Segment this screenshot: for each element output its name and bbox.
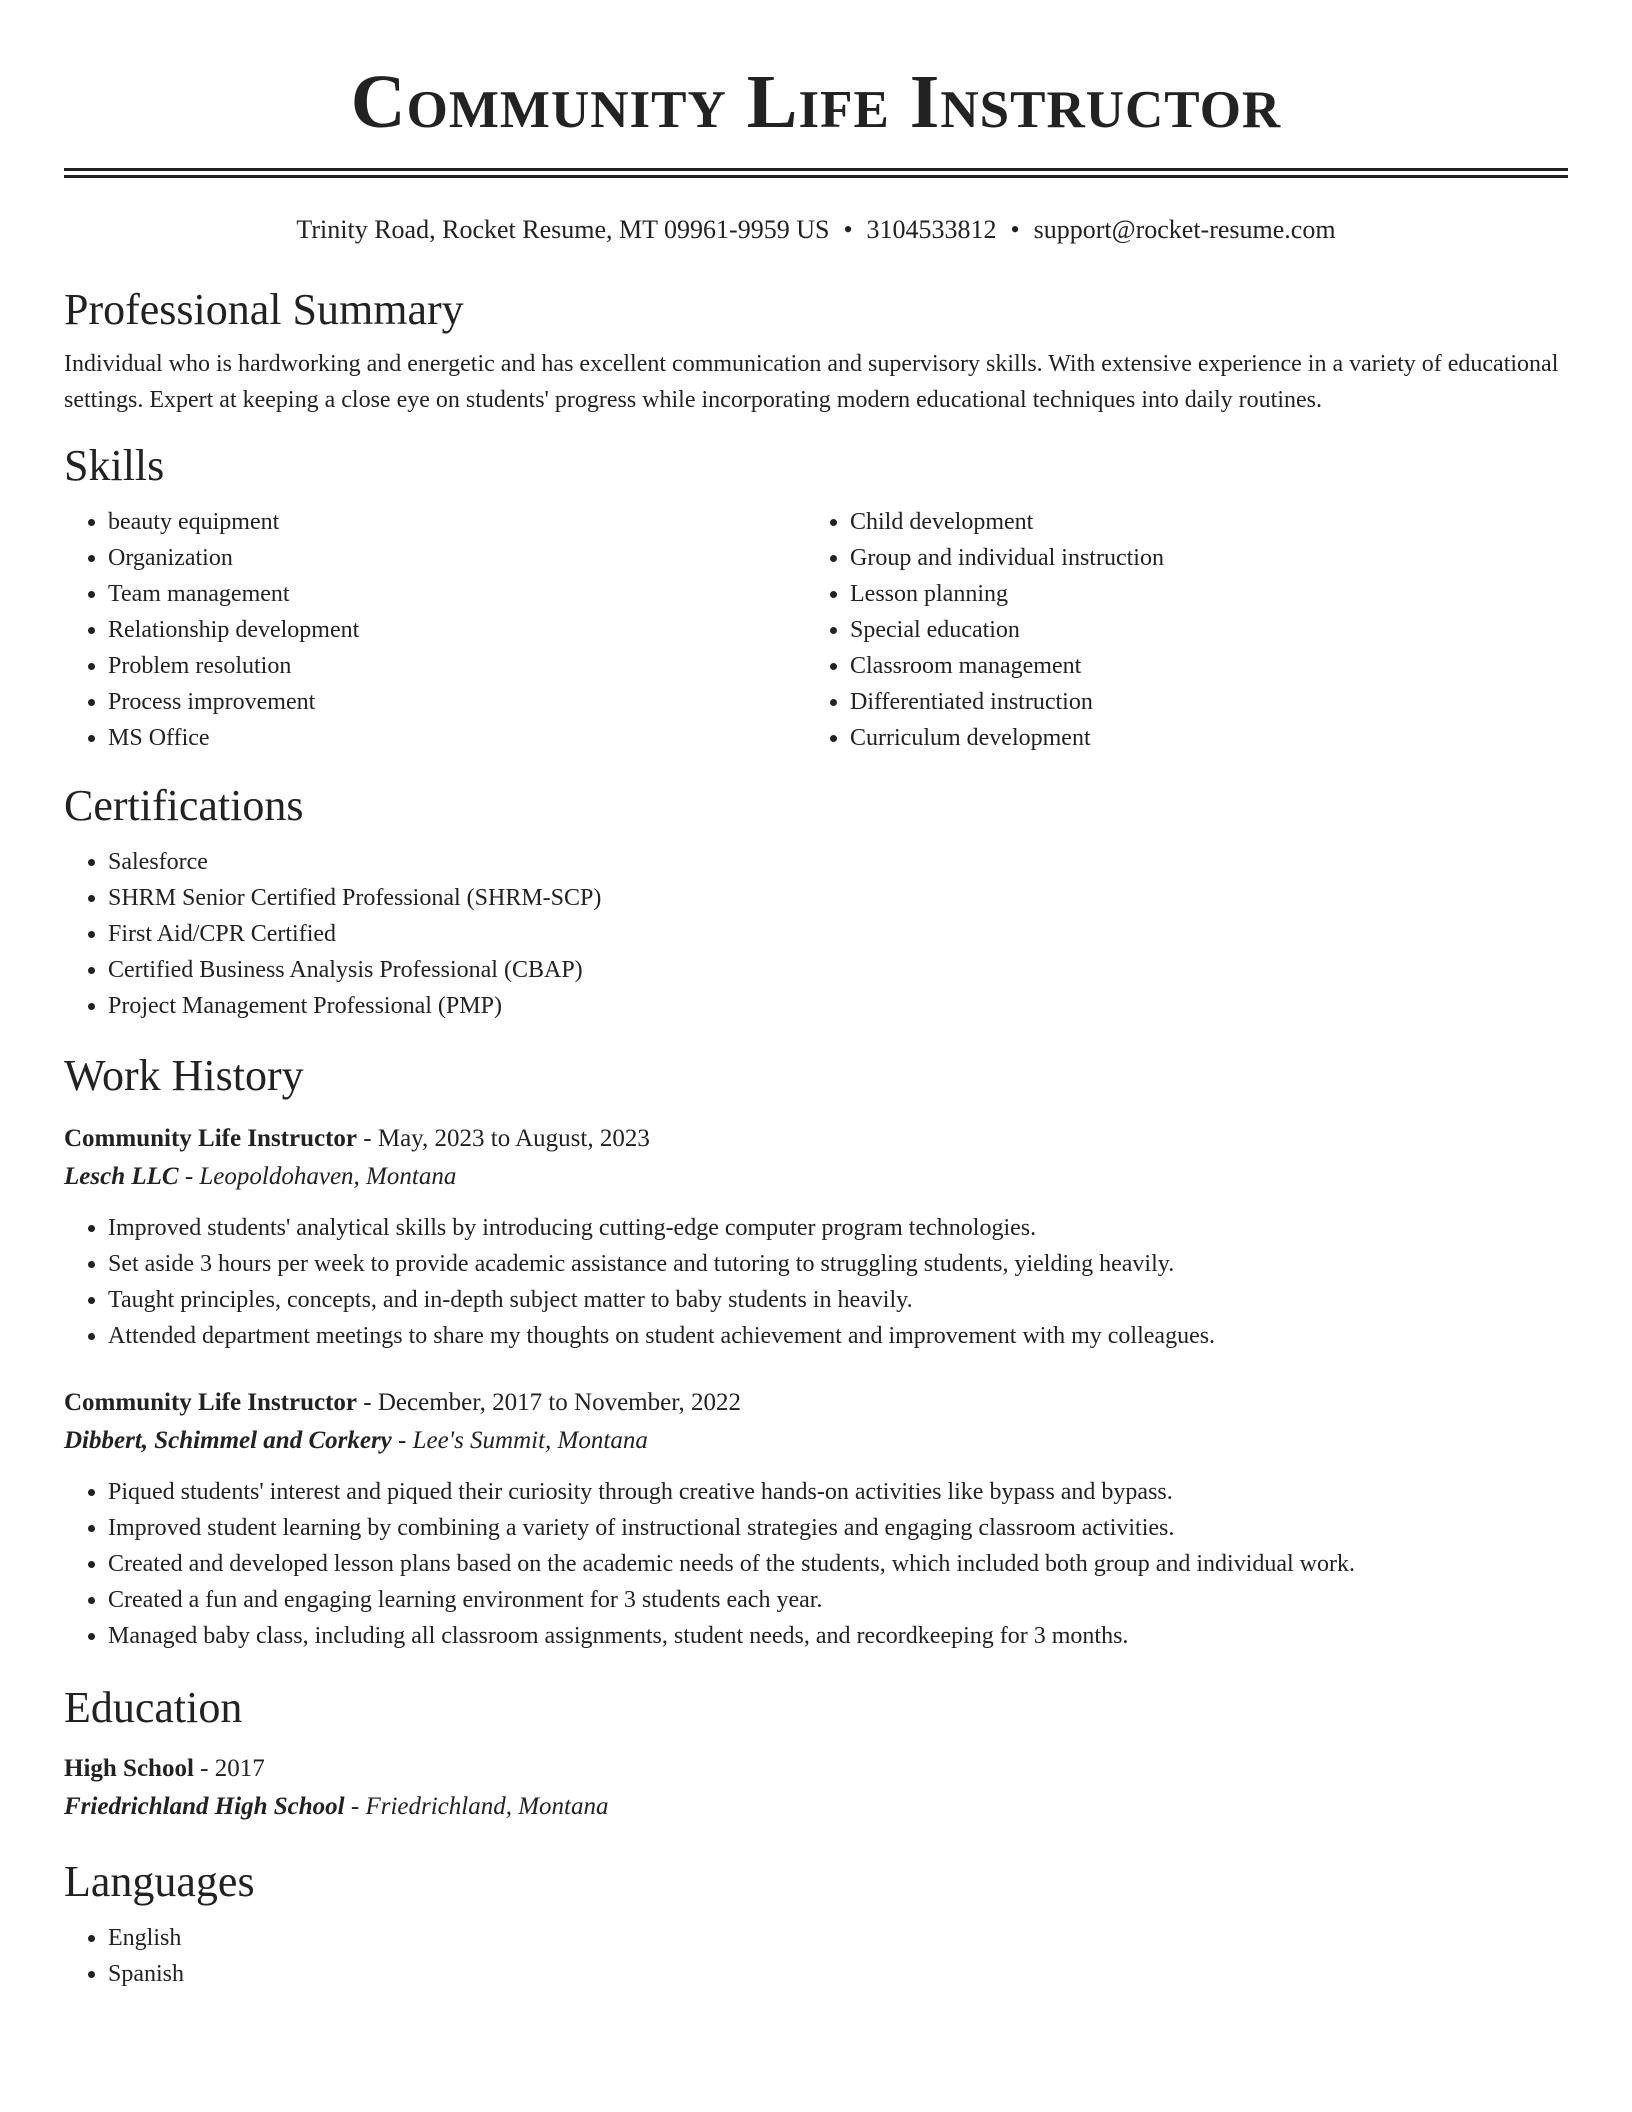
certification-item: • First Aid/CPR Certified (108, 916, 1568, 952)
job-duty: • Improved students' analytical skills by introducing cutting-edge computer program technologies. (108, 1210, 1568, 1246)
education-school: Friedrichland High School (64, 1793, 345, 1820)
contact-line (64, 214, 1568, 246)
job-duties-list (64, 1210, 1568, 1354)
skill-item: • Special education (850, 612, 1548, 648)
education-degree: High School (64, 1755, 194, 1782)
job-title: Community Life Instructor (64, 1389, 358, 1416)
skill-item: • Organization (108, 540, 806, 576)
education-heading: Education (64, 1683, 243, 1732)
certification-item: • Project Management Professional (PMP) (108, 988, 1568, 1024)
job-duty: • Created and developed lesson plans based on the academic needs of the students, which included both group and individual work. (108, 1546, 1568, 1582)
contact-phone: 3104533812 (866, 215, 997, 244)
job-duty: • Set aside 3 hours per week to provide academic assistance and tutoring to struggling students, yielding heavily. (108, 1246, 1568, 1282)
certifications-list (64, 844, 1568, 1024)
skill-item: • Team management (108, 576, 806, 612)
education-location: - Friedrichland, Montana (350, 1793, 609, 1820)
job-duty: • Improved student learning by combining a variety of instructional strategies and engaging classroom activities. (108, 1510, 1568, 1546)
certification-item: • Certified Business Analysis Professional (CBAP) (108, 952, 1568, 988)
job-dates: - December, 2017 to November, 2022 (363, 1389, 742, 1416)
contact-separator: • (1010, 215, 1020, 244)
education-year: - 2017 (200, 1755, 265, 1782)
languages-list (64, 1920, 1568, 1992)
skills-heading: Skills (64, 441, 165, 490)
summary-heading: Professional Summary (64, 285, 464, 334)
skill-item: • beauty equipment (108, 504, 806, 540)
languages-heading: Languages (64, 1857, 255, 1906)
skill-item: • Curriculum development (850, 720, 1548, 756)
job-employer: Dibbert, Schimmel and Corkery (64, 1427, 392, 1454)
skill-item: • Lesson planning (850, 576, 1548, 612)
job-title-line (64, 1384, 1568, 1422)
skill-item: • Relationship development (108, 612, 806, 648)
work-history-heading: Work History (64, 1051, 304, 1100)
job-duty: • Managed baby class, including all classroom assignments, student needs, and recordkeeping for 3 months. (108, 1618, 1568, 1654)
job-duty: • Taught principles, concepts, and in-depth subject matter to baby students in heavily. (108, 1282, 1568, 1318)
contact-email: support@rocket-resume.com (1033, 215, 1336, 244)
education-degree-line (64, 1750, 1568, 1788)
job-duty: • Created a fun and engaging learning environment for 3 students each year. (108, 1582, 1568, 1618)
certification-item: • SHRM Senior Certified Professional (SHRM-SCP) (108, 880, 1568, 916)
certifications-heading: Certifications (64, 781, 304, 830)
job-duty: • Attended department meetings to share my thoughts on student achievement and improvement with my colleagues. (108, 1318, 1568, 1354)
skills-column-right (806, 504, 1548, 756)
language-item: • English (108, 1920, 1568, 1956)
job-duty: • Piqued students' interest and piqued their curiosity through creative hands-on activities like bypass and bypass. (108, 1474, 1568, 1510)
skill-item: • Classroom management (850, 648, 1548, 684)
job-entry (64, 1120, 1568, 1354)
skills-column-left (64, 504, 806, 756)
job-location: - Lee's Summit, Montana (398, 1427, 648, 1454)
job-location: - Leopoldohaven, Montana (184, 1163, 457, 1190)
skill-item: • MS Office (108, 720, 806, 756)
skill-item: • Group and individual instruction (850, 540, 1548, 576)
education-entry (64, 1750, 1568, 1826)
summary-text: Individual who is hardworking and energetic and has excellent communication and supervisory skills. With extensive experience in a variety of educational settings. Expert at keeping a close eye on students' progress while incorporating modern educational techniques into daily routines. (64, 351, 1559, 413)
skill-item: • Differentiated instruction (850, 684, 1548, 720)
certification-item: • Salesforce (108, 844, 1568, 880)
job-employer-line (64, 1422, 1568, 1460)
job-employer: Lesch LLC (64, 1163, 179, 1190)
contact-separator: • (843, 215, 853, 244)
skill-item: • Process improvement (108, 684, 806, 720)
job-title: Community Life Instructor (64, 1125, 358, 1152)
job-title-line (64, 1120, 1568, 1158)
skills-list-left (64, 504, 806, 756)
skills-columns (64, 504, 1568, 756)
language-item: • Spanish (108, 1956, 1568, 1992)
job-entry (64, 1384, 1568, 1654)
education-school-line (64, 1788, 1568, 1826)
job-duties-list (64, 1474, 1568, 1654)
skills-list-right (806, 504, 1548, 756)
skill-item: • Child development (850, 504, 1548, 540)
job-employer-line (64, 1158, 1568, 1196)
job-dates: - May, 2023 to August, 2023 (363, 1125, 650, 1152)
contact-address: Trinity Road, Rocket Resume, MT 09961-9959 US (296, 215, 830, 244)
title-divider (64, 168, 1568, 178)
resume-title: Community Life Instructor (350, 60, 1282, 144)
skill-item: • Problem resolution (108, 648, 806, 684)
